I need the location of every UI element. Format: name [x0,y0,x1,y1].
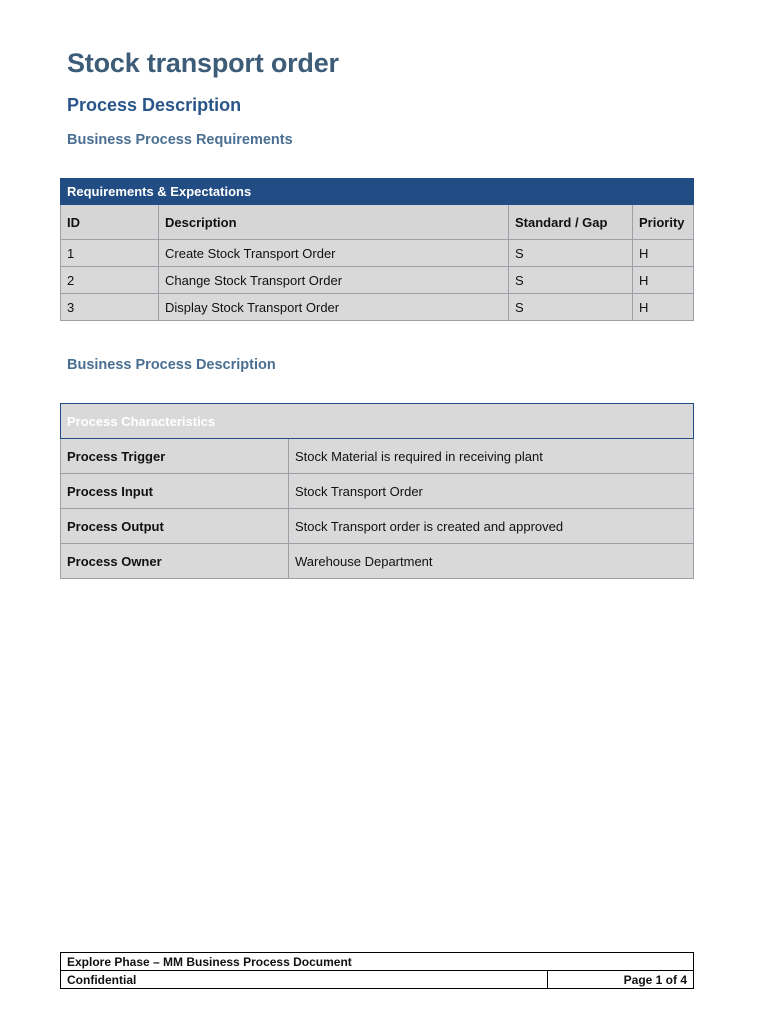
cell-id: 1 [61,240,159,267]
cell-description: Display Stock Transport Order [159,294,509,321]
table-row [61,240,694,267]
table-row [61,474,694,509]
characteristic-value: Stock Transport Order [289,474,694,509]
cell-standard-gap: S [509,294,633,321]
subsection-heading-description: Business Process Description [67,357,276,373]
characteristic-value: Stock Material is required in receiving plant [289,439,694,474]
requirements-table [60,178,694,321]
characteristic-value: Warehouse Department [289,544,694,579]
page-footer [60,952,694,989]
characteristics-table-caption: Process Characteristics [61,404,694,439]
requirements-table-header-row [61,205,694,240]
footer-document-name: Explore Phase – MM Business Process Document [61,953,694,971]
column-header-id: ID [61,205,159,240]
cell-priority: H [633,294,694,321]
requirements-table-caption: Requirements & Expectations [61,179,694,205]
cell-standard-gap: S [509,267,633,294]
column-header-standard-gap: Standard / Gap [509,205,633,240]
footer-page-number: Page 1 of 4 [548,971,694,989]
document-title: Stock transport order [67,48,339,78]
cell-description: Create Stock Transport Order [159,240,509,267]
table-row [61,267,694,294]
subsection-heading-requirements: Business Process Requirements [67,132,293,148]
table-row [61,544,694,579]
characteristic-value: Stock Transport order is created and approved [289,509,694,544]
characteristic-label: Process Output [61,509,289,544]
footer-confidential: Confidential [61,971,548,989]
process-characteristics-table [60,403,694,579]
cell-standard-gap: S [509,240,633,267]
cell-priority: H [633,267,694,294]
cell-id: 3 [61,294,159,321]
characteristic-label: Process Trigger [61,439,289,474]
section-heading: Process Description [67,95,242,115]
cell-id: 2 [61,267,159,294]
characteristic-label: Process Input [61,474,289,509]
table-row [61,509,694,544]
cell-description: Change Stock Transport Order [159,267,509,294]
column-header-description: Description [159,205,509,240]
characteristic-label: Process Owner [61,544,289,579]
table-row [61,439,694,474]
cell-priority: H [633,240,694,267]
column-header-priority: Priority [633,205,694,240]
table-row [61,294,694,321]
